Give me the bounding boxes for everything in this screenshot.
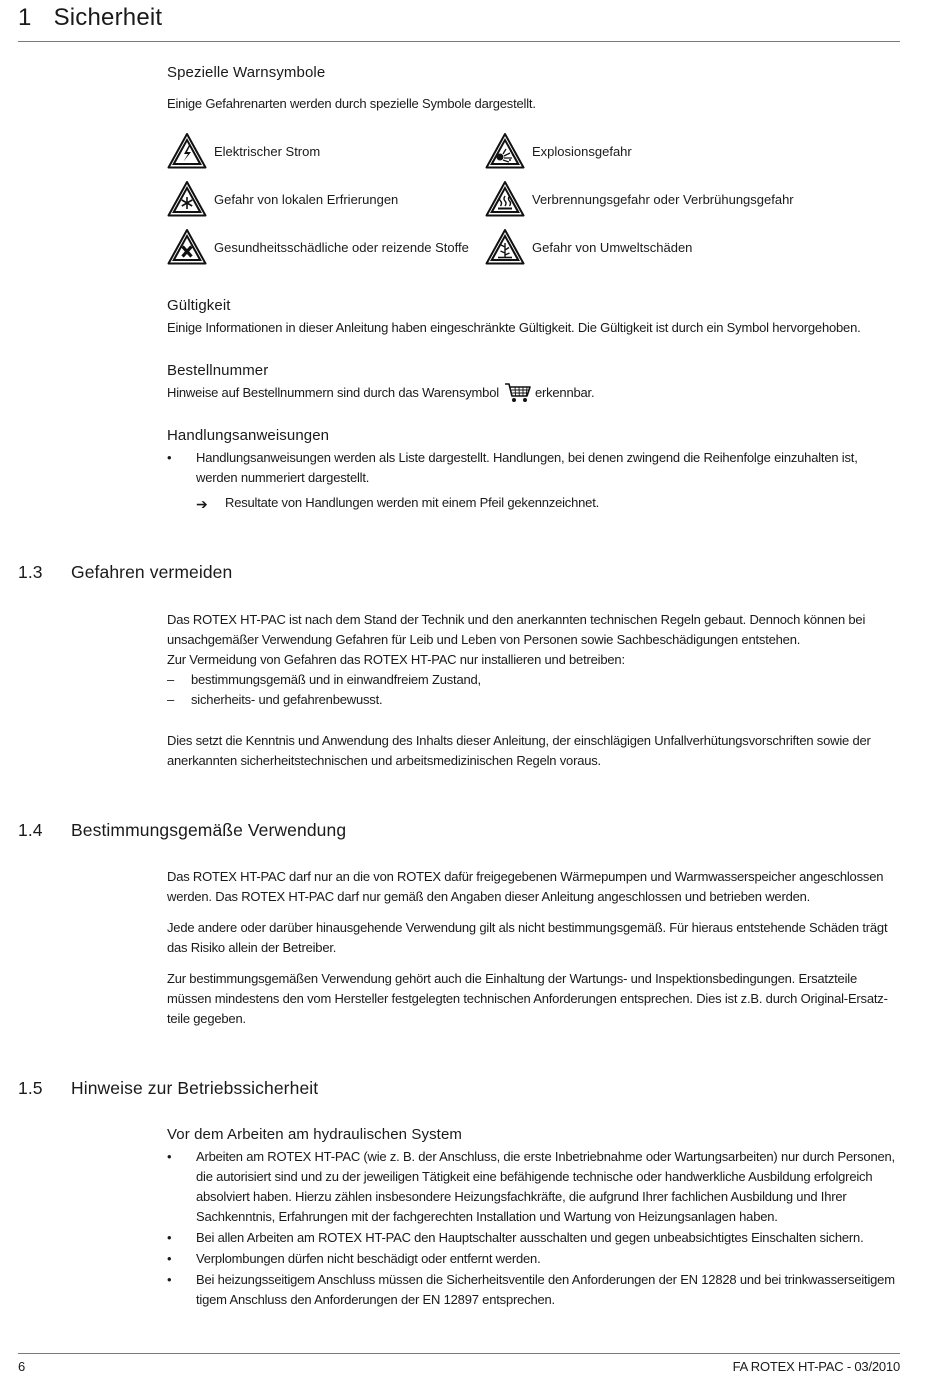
s15-bullet-line: Arbeiten am ROTEX HT-PAC (wie z. B. der Anschluss, die erste Inbetriebnahme oder Wartungsarbeiten) nur durch Personen, bbox=[196, 1149, 895, 1164]
warn-item bbox=[485, 228, 692, 266]
s15-bullet-line: Sachkenntnis, Erfahrungen mit der fachgerechten Installation und Wartung von Heizungsanlagen haben. bbox=[196, 1209, 778, 1224]
section-title: Hinweise zur Betriebssicherheit bbox=[71, 1078, 319, 1098]
s15-bullet-line: Bei allen Arbeiten am ROTEX HT-PAC den Hauptschalter ausschalten und gegen unbeabsichtigtes Einschalten sichern. bbox=[196, 1230, 864, 1245]
warn-item bbox=[485, 180, 794, 218]
section-title: Gefahren vermeiden bbox=[71, 562, 233, 582]
order-number-text-after: erkennbar. bbox=[534, 385, 595, 400]
bullet-marker: • bbox=[167, 450, 172, 465]
burn-hazard-icon bbox=[485, 180, 525, 218]
bullet-marker: • bbox=[167, 1149, 172, 1164]
warn-item-label: Explosionsgefahr bbox=[532, 143, 632, 159]
frost-hazard-icon bbox=[167, 180, 207, 218]
s14-paragraph-line: müssen mindestens den vom Hersteller festgelegten technischen Anforderungen entsprechen. Dies ist z.B. durch Original-Ersatz- bbox=[167, 991, 888, 1006]
footer-rule bbox=[18, 1353, 900, 1354]
warn-item-label: Elektrischer Strom bbox=[214, 143, 321, 159]
warn-item-label: Gefahr von Umweltschäden bbox=[532, 239, 693, 255]
section-title: Bestimmungsgemäße Verwendung bbox=[71, 820, 347, 840]
bullet-marker: • bbox=[167, 1251, 172, 1266]
warn-item-label: Verbrennungsgefahr oder Verbrühungsgefahr bbox=[532, 191, 794, 207]
instructions-heading: Handlungsanweisungen bbox=[167, 427, 330, 444]
section-number: 1.5 bbox=[18, 1078, 43, 1098]
s15-bullet-line: absolviert haben. Hierzu zählen insbesondere Heizungsfachkräfte, die aufgrund Ihrer fachlichen Ausbildung und Ihrer bbox=[196, 1189, 847, 1204]
shopping-cart-icon bbox=[504, 382, 532, 404]
s14-paragraph-line: das Risiko allein der Betreiber. bbox=[167, 940, 337, 955]
s13-dash-item: sicherheits- und gefahrenbewusst. bbox=[191, 692, 383, 707]
validity-text: Einige Informationen in dieser Anleitung haben eingeschränkte Gültigkeit. Die Gültigkeit ist durch ein Symbol hervorgehoben. bbox=[167, 320, 861, 335]
order-number-text bbox=[167, 382, 594, 404]
s13-paragraph-line: Zur Vermeidung von Gefahren das ROTEX HT-PAC nur installieren und betreiben: bbox=[167, 652, 625, 667]
validity-heading: Gültigkeit bbox=[167, 297, 231, 314]
bullet-marker: • bbox=[167, 1230, 172, 1245]
dash-marker: – bbox=[167, 672, 175, 687]
warn-item-label: Gesundheitsschädliche oder reizende Stoffe bbox=[214, 239, 469, 255]
s15-bullet-line: die autorisiert sind und zu der jeweiligen Tätigkeit eine befähigende technische oder handwerkliche Ausbildung erfolgreich bbox=[196, 1169, 873, 1184]
s14-paragraph-line: Jede andere oder darüber hinausgehende Verwendung gilt als nicht bestimmungsgemäß. Für hieraus entstehende Schäden trägt bbox=[167, 920, 888, 935]
warn-item bbox=[485, 132, 632, 170]
s13-paragraph-line: Das ROTEX HT-PAC ist nach dem Stand der Technik und den anerkannten technischen Regeln gebaut. Dennoch können bei bbox=[167, 612, 866, 627]
footer-doc-title: FA ROTEX HT-PAC - 03/2010 bbox=[732, 1359, 900, 1374]
warn-item bbox=[167, 132, 320, 170]
warn-symbols-intro: Einige Gefahrenarten werden durch spezielle Symbole dargestellt. bbox=[167, 96, 536, 111]
instructions-result: Resultate von Handlungen werden mit einem Pfeil gekennzeichnet. bbox=[225, 495, 600, 510]
s13-paragraph-line: unsachgemäßer Verwendung Gefahren für Leib und Leben von Personen sowie Sachbeschädigungen entstehen. bbox=[167, 632, 801, 647]
instructions-bullet-line: werden nummeriert dargestellt. bbox=[196, 470, 370, 485]
s15-bullet-line: Bei heizungsseitigem Anschluss müssen die Sicherheitsventile den Anforderungen der EN 12828 und bei trinkwasserseitigem bbox=[196, 1272, 895, 1287]
warn-item bbox=[167, 180, 398, 218]
section-number: 1.3 bbox=[18, 562, 43, 582]
dash-marker: – bbox=[167, 692, 175, 707]
irritant-hazard-icon bbox=[167, 228, 207, 266]
s15-subheading: Vor dem Arbeiten am hydraulischen System bbox=[167, 1126, 462, 1143]
order-number-text-before: Hinweise auf Bestellnummern sind durch das Warensymbol bbox=[167, 385, 499, 400]
chapter-number: 1 bbox=[18, 4, 32, 31]
s14-paragraph-line: Das ROTEX HT-PAC darf nur an die von ROTEX dafür freigegebenen Wärmepumpen und Warmwasserspeicher angeschlossen bbox=[167, 869, 884, 884]
s15-bullet-line: tigem Anschluss den Anforderungen der EN 12897 entsprechen. bbox=[196, 1292, 555, 1307]
header-rule bbox=[18, 41, 900, 42]
explosion-hazard-icon bbox=[485, 132, 525, 170]
section-number: 1.4 bbox=[18, 820, 43, 840]
chapter-title: Sicherheit bbox=[53, 4, 163, 31]
s14-paragraph-line: Zur bestimmungsgemäßen Verwendung gehört auch die Einhaltung der Wartungs- und Inspektionsbedingungen. Ersatzteile bbox=[167, 971, 857, 986]
s13-paragraph-line: Dies setzt die Kenntnis und Anwendung des Inhalts dieser Anleitung, der einschlägigen Unfallverhütungsvorschriften sowie der bbox=[167, 733, 871, 748]
warn-item-label: Gefahr von lokalen Erfrierungen bbox=[214, 191, 399, 207]
s14-paragraph-line: werden. Das ROTEX HT-PAC darf nur gemäß den Angaben dieser Anleitung angeschlossen und betrieben werden. bbox=[167, 889, 811, 904]
s14-paragraph-line: teile gegeben. bbox=[167, 1011, 246, 1026]
chapter-heading bbox=[18, 4, 162, 32]
s13-paragraph-line: anerkannten sicherheitstechnischen und arbeitsmedizinischen Regeln voraus. bbox=[167, 753, 601, 768]
page-number: 6 bbox=[18, 1359, 26, 1374]
warn-symbols-heading: Spezielle Warnsymbole bbox=[167, 64, 326, 81]
environment-hazard-icon bbox=[485, 228, 525, 266]
s13-dash-item: bestimmungsgemäß und in einwandfreiem Zustand, bbox=[191, 672, 481, 687]
s15-bullet-line: Verplombungen dürfen nicht beschädigt oder entfernt werden. bbox=[196, 1251, 541, 1266]
result-arrow-icon: ➔ bbox=[196, 496, 208, 512]
order-number-heading: Bestellnummer bbox=[167, 362, 269, 379]
warn-item bbox=[167, 228, 469, 266]
bullet-marker: • bbox=[167, 1272, 172, 1287]
instructions-bullet-line: Handlungsanweisungen werden als Liste dargestellt. Handlungen, bei denen zwingend die Reihenfolge einzuhalten ist, bbox=[196, 450, 858, 465]
electric-hazard-icon bbox=[167, 132, 207, 170]
